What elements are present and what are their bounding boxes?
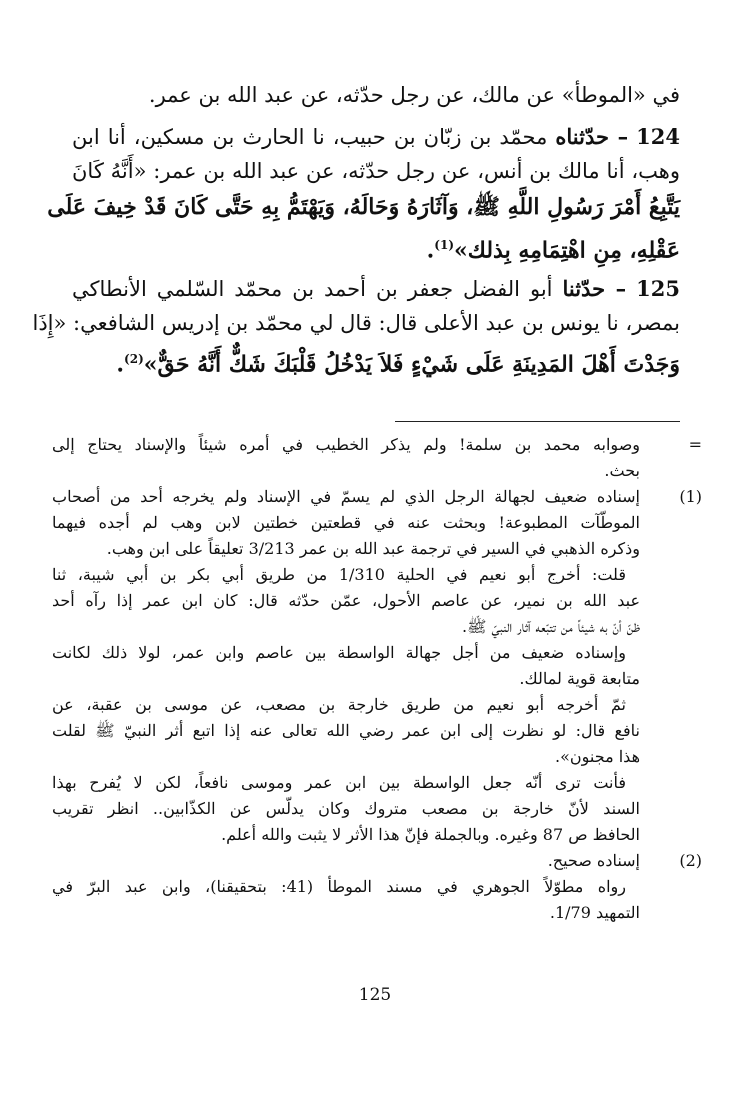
hadith-number: 124 — [636, 124, 680, 149]
hadith-lead: – حدّثنا — [562, 276, 627, 301]
page-number: 125 — [358, 985, 392, 1005]
hadith-quote: يَتَّبِعُ أَمْرَ رَسُولِ اللَّهِ ﷺ، وَآثَارَهُ وَحَالَهُ، وَيَهْتَمُّ بِهِ حَتَّى كَانَ قَدْ خِيفَ عَلَى — [47, 194, 680, 220]
punctuation: . — [426, 237, 435, 264]
footnote-mark: = — [688, 435, 702, 454]
top-line: في «الموطأ» عن مالك، عن رجل حدّثه، عن عبد الله بن عمر. — [148, 83, 680, 107]
hadith-text: بمصر، نا يونس بن عبد الأعلى قال: قال لي محمّد بن إدريس الشافعي: «إِذَا — [32, 311, 680, 335]
footnote-ref[interactable]: (2) — [124, 352, 144, 366]
footnote-ref[interactable]: (1) — [434, 238, 455, 252]
footnote-line: ظنّ أنّ به شيئاً من تتبّعه آثار النبيّ ﷺ. — [462, 617, 640, 636]
footnote-continuation — [52, 432, 702, 484]
hadith-125 — [32, 272, 680, 378]
hadith-lead: – حدّثناه — [555, 124, 629, 149]
footnotes — [52, 432, 702, 926]
footnote-line: السند لأنّ خارجة بن مصعب متروك وكان يدلّس عن الكذّابين.. انظر تقريب — [52, 799, 640, 818]
hadith-quote: عَقْلِهِ، مِنِ اهْتِمَامِهِ بِذلك» — [454, 237, 680, 264]
main-text — [32, 78, 680, 378]
footnote-line: وإسناده ضعيف من أجل جهالة الواسطة بين عاصم وابن عمر، لولا ذلك لكانت — [52, 643, 626, 662]
footnote-2 — [52, 848, 702, 926]
footnote-line: الموطّآت المطبوعة! وبحثت عنه في قطعتين خطتين لابن وهب لم أجده فيهما — [52, 513, 640, 532]
footnote-line: عبد الله بن نمير، عن عاصم الأحول، عمّن حدّثه قال: كان ابن عمر إذا رآه أحد — [52, 591, 640, 610]
footnote-line: الحافظ ص 87 وغيره. وبالجملة فإنّ هذا الأثر لا يثبت والله أعلم. — [221, 825, 640, 844]
footnote-line: هذا مجنون». — [555, 747, 640, 766]
hadith-text: محمّد بن زبّان بن حبيب، نا الحارث بن مسكين، أنا ابن — [72, 125, 548, 149]
hadith-text: وهب، أنا مالك بن أنس، عن رجل حدّثه، عن عبد الله بن عمر: «أَنَّهُ كَانَ — [72, 159, 680, 183]
footnote-line: قلت: أخرج أبو نعيم في الحلية 1/310 من طريق أبي بكر بن أبي شيبة، ثنا — [52, 565, 626, 584]
footnote-line: فأنت ترى أنّه جعل الواسطة بين ابن عمر وموسى نافعاً، لكن لا يُفرح بهذا — [52, 773, 627, 792]
footnote-line: إسناده صحيح. — [547, 851, 640, 870]
hadith-quote: وَجَدْتَ أَهْلَ المَدِينَةِ عَلَى شَيْءٍ فَلاَ يَدْخُلُ قَلْبَكَ شَكٌّ أَنَّهُ حَقٌّ» — [143, 351, 680, 378]
footnote-line: وذكره الذهبي في السير في ترجمة عبد الله بن عمر 3/213 تعليقاً على ابن وهب. — [106, 539, 640, 558]
footnote-line: إسناده ضعيف لجهالة الرجل الذي لم يسمّ في الإسناد ولم يخرجه أحد من أصحاب — [52, 487, 640, 506]
footnote-line: ثمّ أخرجه أبو نعيم من طريق خارجة بن مصعب، عن موسى بن عقبة، عن — [52, 695, 626, 714]
footnote-line: نافع قال: لو نظرت إلى ابن عمر رضي الله تعالى عنه إذا اتبع أثر النبيّ ﷺ لقلت — [52, 721, 640, 740]
hadith-text: أبو الفضل جعفر بن أحمد بن محمّد السّلمي الأنطاكي — [72, 277, 553, 301]
footnote-separator — [395, 421, 680, 422]
hadith-124 — [47, 120, 680, 264]
hadith-number: 125 — [636, 276, 680, 301]
footnote-mark: (1) — [679, 487, 702, 506]
footnote-line: رواه مطوّلاً الجوهري في مسند الموطأ (41: بتحقيقنا)، وابن عبد البرّ في — [52, 877, 627, 896]
footnote-line: متابعة قوية لمالك. — [519, 669, 640, 688]
footnote-1 — [52, 484, 702, 848]
punctuation: . — [116, 351, 125, 378]
footnote-line: التمهيد 1/79. — [549, 903, 640, 922]
footnote-line: بحث. — [604, 461, 640, 480]
footnote-mark: (2) — [679, 851, 702, 870]
footnote-line: وصوابه محمد بن سلمة! ولم يذكر الخطيب في أمره شيئاً والإسناد يحتاج إلى — [52, 435, 640, 454]
